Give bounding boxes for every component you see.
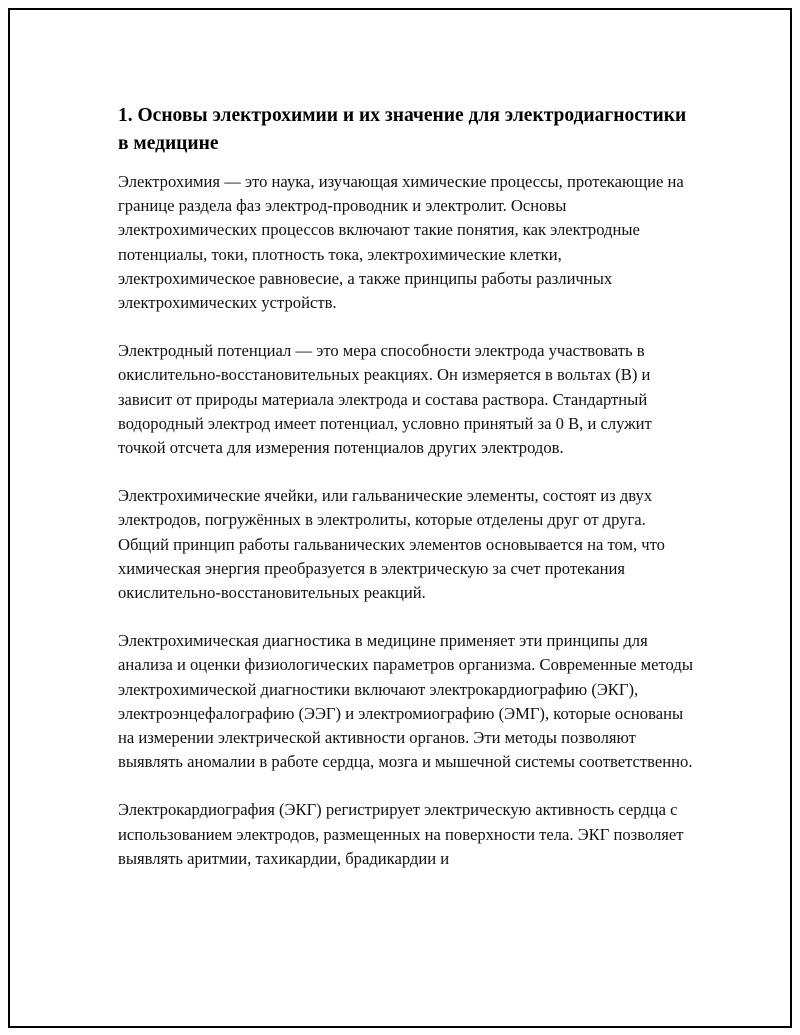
paragraph-ecg: Электрокардиография (ЭКГ) регистрирует электрическую активность сердца с использованием электродов, размещенных на поверхности тела. ЭКГ позволяет выявлять аритмии, тахикардии, брадикардии и xyxy=(118,800,684,868)
document-body xyxy=(118,102,698,895)
section-heading: 1. Основы электрохимии и их значение для электродиагностики в медицине xyxy=(118,105,687,154)
paragraph-galvanic-cells: Электрохимические ячейки, или гальванические элементы, состоят из двух электродов, погружённых в электролиты, которые отделены друг от друга. Общий принцип работы гальванических элементов основывается на том, что химическая энергия преобразуется в электрическую за счет протекания окислительно-восстановительных реакций. xyxy=(118,486,665,603)
paragraph-electrode-potential: Электродный потенциал — это мера способности электрода участвовать в окислительно-восстановительных реакциях. Он измеряется в вольтах (В) и зависит от природы материала электрода и состава раствора. Стандартный водородный электрод имеет потенциал, условно принятый за 0 В, и служит точкой отсчета для измерения потенциалов других электродов. xyxy=(118,341,652,458)
page-frame xyxy=(8,8,792,1028)
paragraph-medical-diagnostics: Электрохимическая диагностика в медицине применяет эти принципы для анализа и оценки физиологических параметров организма. Современные методы электрохимической диагностики включают электрокардиографию (ЭКГ), электроэнцефалографию (ЭЭГ) и электромиографию (ЭМГ), которые основаны на измерении электрической активности органов. Эти методы позволяют выявлять аномалии в работе сердца, мозга и мышечной системы соответственно. xyxy=(118,631,693,772)
paragraph-electrochemistry-intro: Электрохимия — это наука, изучающая химические процессы, протекающие на границе раздела фаз электрод-проводник и электролит. Основы электрохимических процессов включают такие понятия, как электродные потенциалы, токи, плотность тока, электрохимические клетки, электрохимическое равновесие, а также принципы работы различных электрохимических устройств. xyxy=(118,172,684,313)
